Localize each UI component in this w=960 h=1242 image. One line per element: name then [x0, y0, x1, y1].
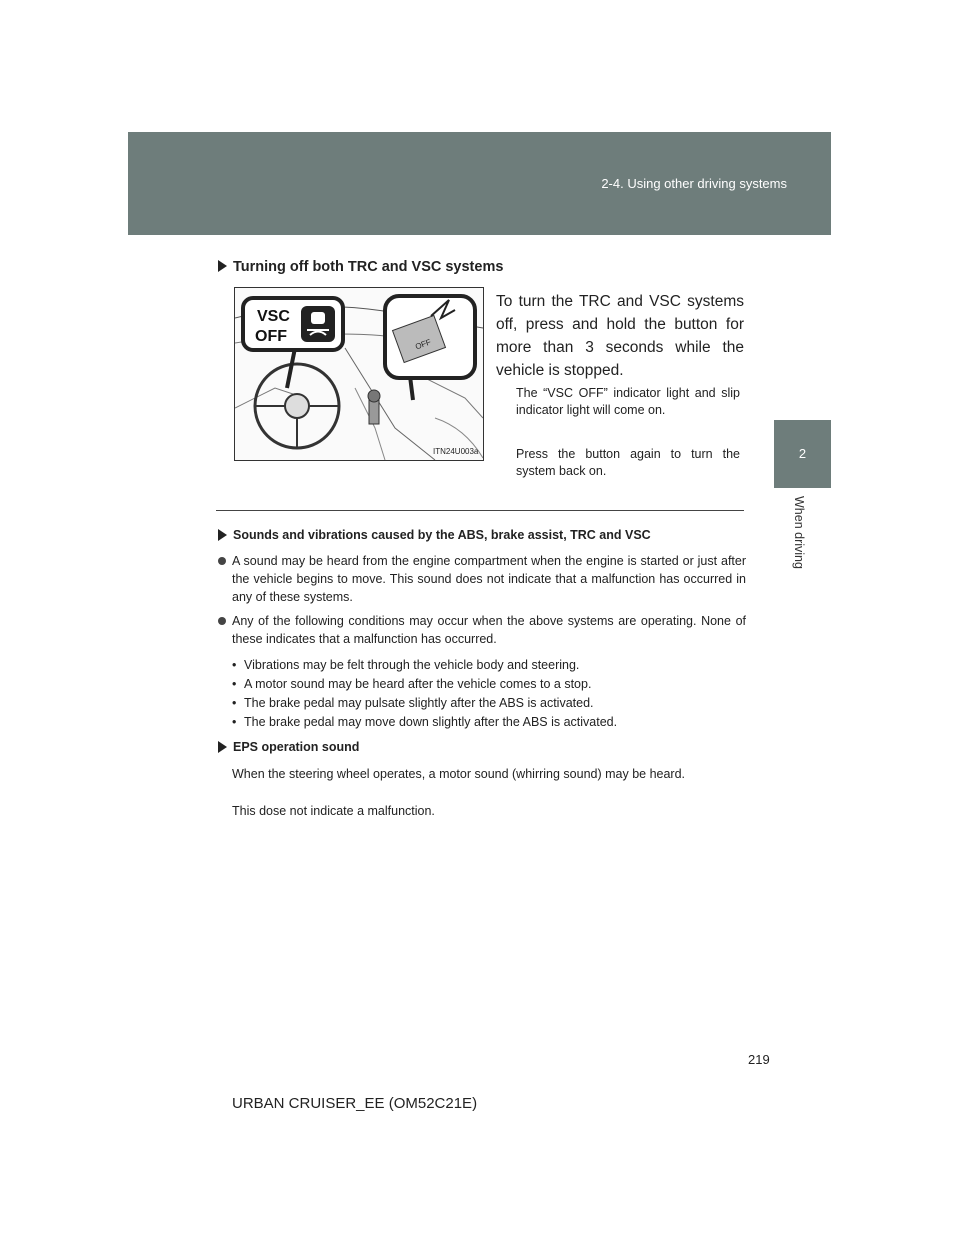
sounds-bullet-1-text: A sound may be heard from the engine compartment when the engine is started or just after the vehicle begins to move. This sound does not indicate that a malfunction has occurred in any of these systems.: [232, 554, 746, 604]
section-heading: [218, 259, 503, 275]
triangle-bullet-icon: [218, 260, 227, 272]
illustration-code: ITN24U003a: [433, 447, 479, 456]
page-number: 219: [748, 1052, 770, 1067]
model-code: URBAN CRUISER_EE (OM52C21E): [232, 1095, 478, 1112]
button-off-label: OFF: [414, 337, 433, 352]
sounds-heading: [218, 528, 651, 542]
dashboard-drawing: [235, 288, 483, 460]
header-title: 2-4. Using other driving systems: [601, 176, 787, 191]
chapter-tab-label-text: When driving: [792, 496, 806, 569]
vsc-off-illustration: [234, 287, 484, 461]
triangle-bullet-icon: [218, 741, 227, 753]
list-item: • The brake pedal may pulsate slightly after the ABS is activated.: [232, 694, 742, 713]
badge-line1: VSC: [257, 308, 290, 325]
list-item: • A motor sound may be heard after the vehicle comes to a stop.: [232, 675, 742, 694]
dot-bullet-icon: [218, 617, 226, 625]
main-instruction: To turn the TRC and VSC systems off, press and hold the button for more than 3 seconds while the vehicle is stopped.: [496, 293, 744, 379]
eps-heading: [218, 740, 359, 754]
badge-line2: OFF: [255, 328, 287, 345]
list-item: • Vibrations may be felt through the vehicle body and steering.: [232, 656, 742, 675]
eps-text-1: When the steering wheel operates, a motor sound (whirring sound) may be heard.: [232, 767, 686, 781]
sounds-bullet-1: [218, 552, 746, 606]
note-indicator: The “VSC OFF” indicator light and slip indicator light will come on.: [516, 386, 740, 417]
sounds-heading-text: Sounds and vibrations caused by the ABS, brake assist, TRC and VSC: [233, 528, 651, 542]
eps-heading-text: EPS operation sound: [233, 740, 360, 754]
dot-bullet-icon: [218, 557, 226, 565]
list-item: • The brake pedal may move down slightly after the ABS is activated.: [232, 713, 742, 732]
conditions-list: [232, 656, 742, 732]
section-heading-text: Turning off both TRC and VSC systems: [233, 259, 504, 275]
sounds-bullet-2: [218, 612, 746, 648]
chapter-tab-label: [770, 496, 830, 606]
eps-text-2: This dose not indicate a malfunction.: [232, 804, 435, 818]
header-band: [128, 132, 831, 235]
note-turn-back-on: Press the button again to turn the system back on.: [516, 447, 740, 478]
triangle-bullet-icon: [218, 529, 227, 541]
chapter-tab-number: 2: [774, 420, 831, 488]
section-divider: [216, 510, 744, 511]
sounds-bullet-2-text: Any of the following conditions may occur when the above systems are operating. None of these indicates that a malfunction has occurred.: [232, 614, 746, 646]
